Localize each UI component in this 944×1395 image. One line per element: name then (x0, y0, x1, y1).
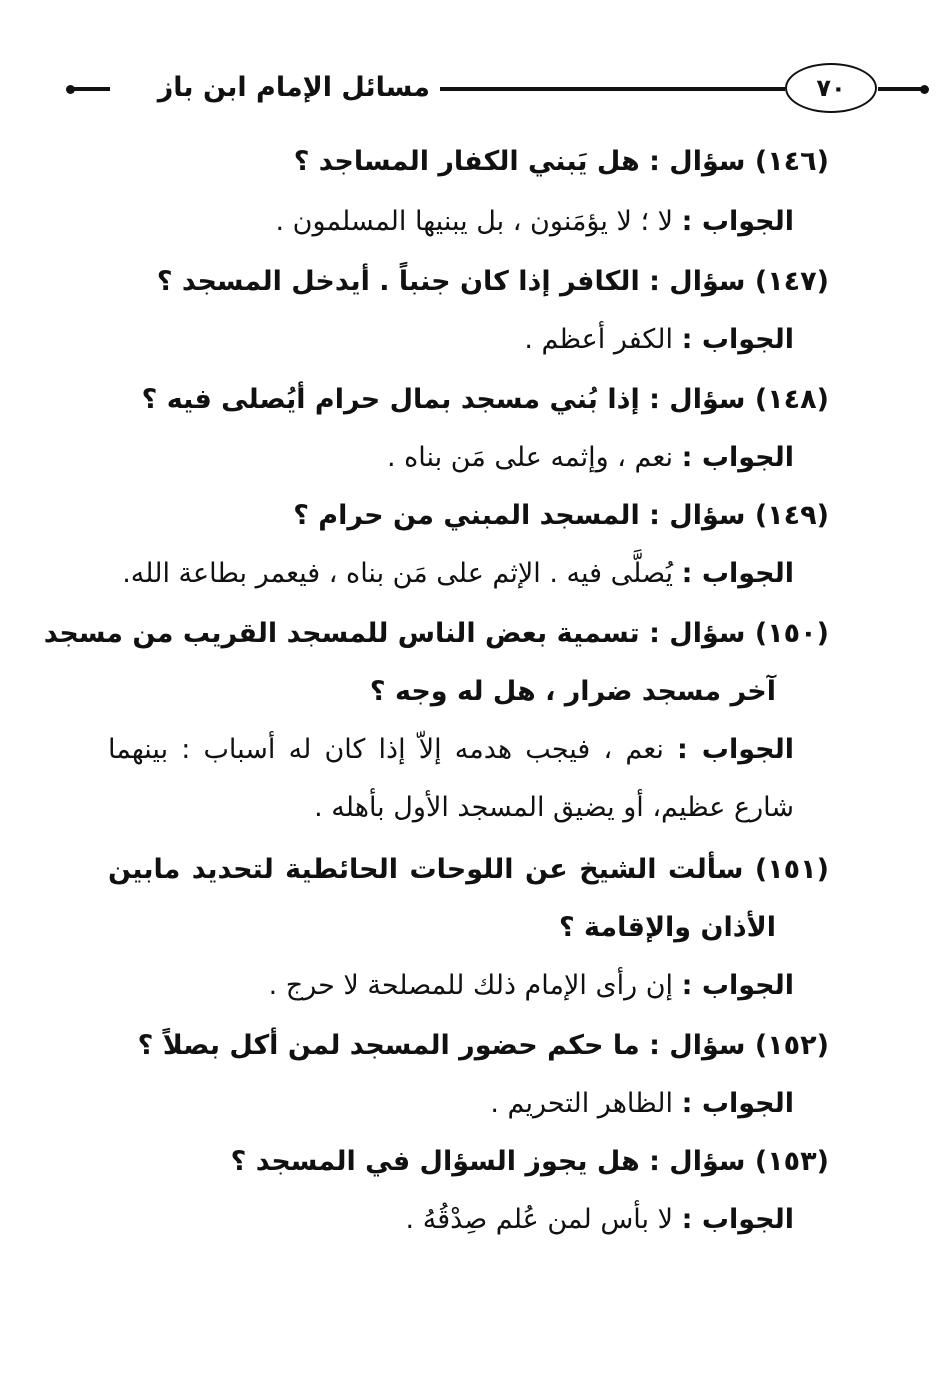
page-header (70, 58, 870, 120)
question-150-line1: (١٥٠) سؤال : تسمية بعض الناس للمسجد القريب من مسجد (43, 618, 829, 649)
answer-label: الجواب : (681, 324, 794, 355)
header-dot-right (920, 85, 929, 94)
question-151-line1: (١٥١) سألت الشيخ عن اللوحات الحائطية لتحديد مابين (108, 854, 829, 885)
answer-label: الجواب : (681, 558, 794, 589)
running-title: مسائل الإمام ابن باز (157, 72, 430, 103)
answer-153 (406, 1200, 794, 1240)
answer-text: يُصلَّى فيه . الإثم على مَن بناه ، فيعمر بطاعة الله. (122, 558, 674, 589)
page-number: ٧٠ (785, 63, 877, 113)
question-152: (١٥٢) سؤال : ما حكم حضور المسجد لمن أكل بصلاً ؟ (137, 1030, 829, 1061)
answer-label: الجواب : (681, 970, 794, 1001)
answer-text: نعم ، فيجب هدمه إلاّ إذا كان له أسباب : بينهما (108, 734, 664, 765)
answer-label: الجواب : (681, 206, 794, 237)
answer-label: الجواب : (681, 1088, 794, 1119)
header-rule-left (70, 87, 110, 91)
answer-150-line2: شارع عظيم، أو يضيق المسجد الأول بأهله . (314, 792, 794, 823)
answer-label: الجواب : (677, 734, 794, 765)
question-147: (١٤٧) سؤال : الكافر إذا كان جنباً . أيدخل المسجد ؟ (156, 266, 829, 297)
answer-label: الجواب : (681, 442, 794, 473)
answer-text: الظاهر التحريم . (490, 1088, 674, 1119)
header-rule-right (878, 87, 922, 91)
question-148: (١٤٨) سؤال : إذا بُني مسجد بمال حرام أيُصلى فيه ؟ (141, 384, 829, 415)
answer-147 (524, 320, 794, 360)
answer-146 (276, 202, 795, 242)
answer-text: لا ؛ لا يؤمَنون ، بل يبنيها المسلمون . (275, 206, 674, 237)
answer-text: نعم ، وإثمه على مَن بناه . (386, 442, 674, 473)
answer-148 (387, 438, 794, 478)
answer-label: الجواب : (681, 1204, 794, 1235)
answer-150-line1 (108, 730, 794, 770)
question-150-line2: آخر مسجد ضرار ، هل له وجه ؟ (369, 676, 776, 707)
header-dot-left (66, 85, 75, 94)
answer-152 (490, 1084, 794, 1124)
question-149: (١٤٩) سؤال : المسجد المبني من حرام ؟ (293, 500, 829, 531)
answer-151 (269, 966, 794, 1006)
answer-text: لا بأس لمن عُلم صِدْقُهُ . (405, 1204, 674, 1235)
question-146: (١٤٦) سؤال : هل يَبني الكفار المساجد ؟ (293, 146, 829, 177)
answer-149 (122, 554, 794, 594)
answer-text: الكفر أعظم . (524, 324, 674, 355)
question-151-line2: الأذان والإقامة ؟ (558, 912, 776, 943)
answer-text: إن رأى الإمام ذلك للمصلحة لا حرج . (268, 970, 674, 1001)
header-rule-middle (440, 87, 785, 91)
question-153: (١٥٣) سؤال : هل يجوز السؤال في المسجد ؟ (230, 1146, 829, 1177)
